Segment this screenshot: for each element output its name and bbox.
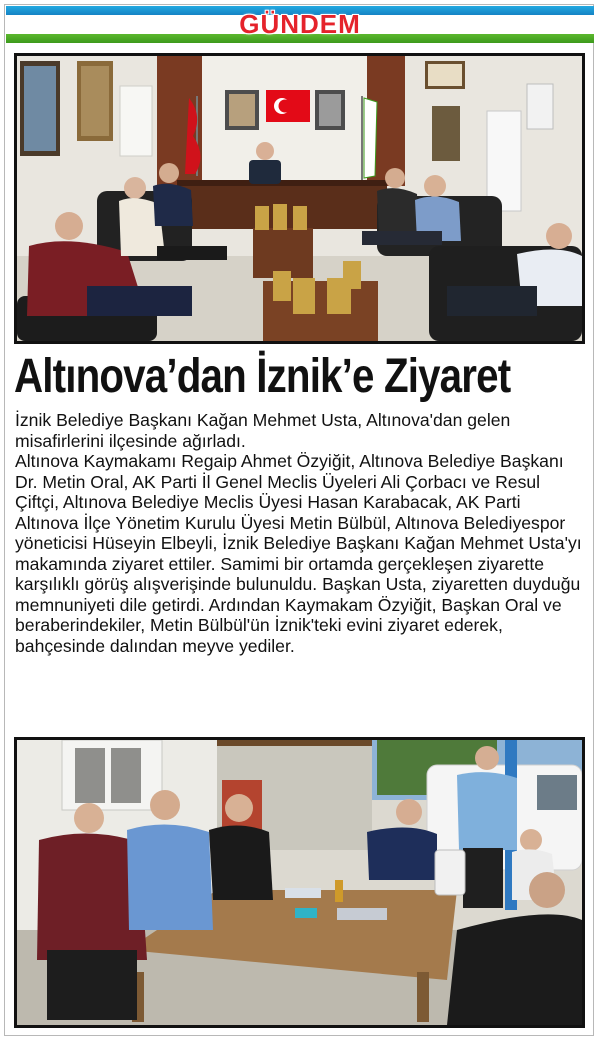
article-body: [15, 410, 587, 656]
garden-visit-photo: [14, 737, 585, 1028]
article-paragraph: İznik Belediye Başkanı Kağan Mehmet Usta, Altınova'dan gelen misafirlerini ilçesinde ağırladı.: [15, 410, 511, 451]
article-headline: Altınova’dan İznik’e Ziyaret: [14, 350, 511, 403]
article-paragraph: Altınova Kaymakamı Regaip Ahmet Özyiğit, Altınova Belediye Başkanı Dr. Metin Oral, AK Parti İl Genel Meclis Üyeleri Ali Çorbacı ve Resul Çiftçi, Altınova Belediye Meclis Üyesi Hasan Karabacak, AK Parti Altınova İlçe Yönetim Kurulu Üyesi Metin Bülbül, Altınova Belediyespor yöneticisi Hüseyin Elbeyli, İznik Belediye Başkanı Kağan Mehmet Usta'yı makamında ziyaret ettiler. Samimi bir ortamda gerçekleşen ziyarette karşılıklı görüş alışverişinde bulunuldu. Başkan Usta, ziyaretten duyduğu memnuniyeti dile getirdi. Ardından Kaymakam Özyiğit, Başkan Oral ve beraberindekiler, Metin Bülbül'ün İznik'teki evini ziyaret ederek, bahçesinde dalından meyve yediler.: [15, 451, 582, 656]
office-meeting-photo: [14, 53, 585, 344]
section-title: GÜNDEM: [239, 9, 361, 39]
